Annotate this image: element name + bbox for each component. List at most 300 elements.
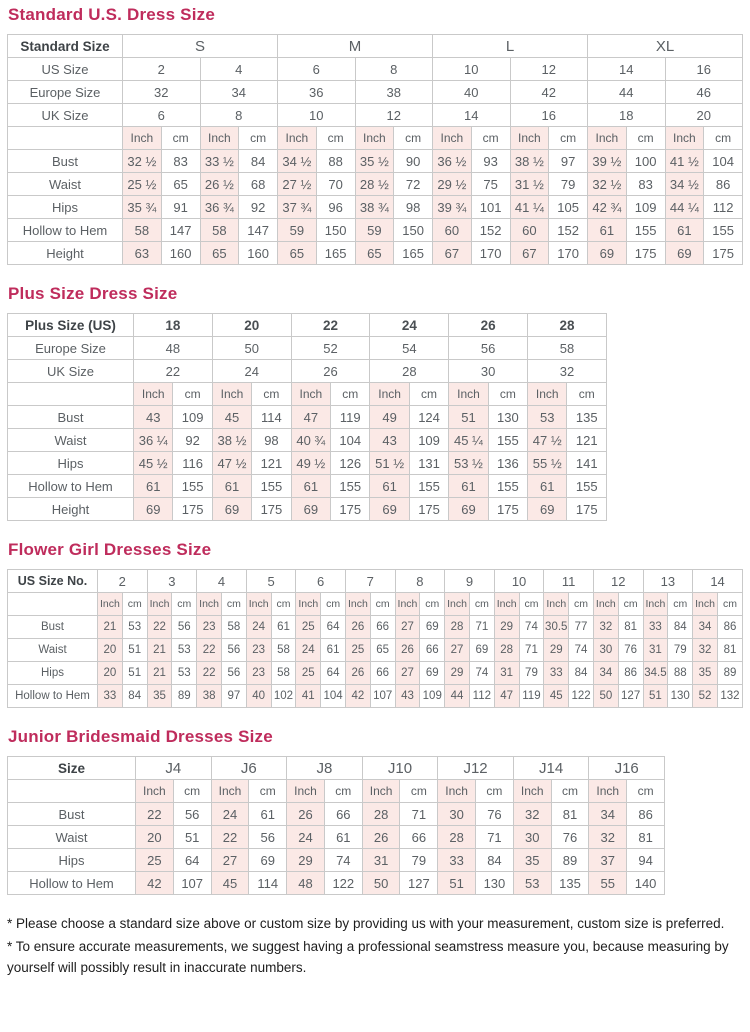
measure-cm-cell: 53	[122, 616, 147, 639]
measure-inch-cell: 31	[362, 849, 400, 872]
unit-cm-header: cm	[221, 593, 246, 616]
measure-inch-cell: 27	[395, 662, 420, 685]
measure-cm-cell: 64	[321, 662, 346, 685]
size-group-cell: J6	[211, 757, 287, 780]
table-row	[8, 127, 743, 150]
measure-inch-cell: 34	[589, 803, 627, 826]
flower-girl-dresses-size-table-section	[7, 540, 743, 708]
measure-inch-cell: 36 ½	[433, 150, 472, 173]
measure-inch-cell: 45 ½	[134, 452, 173, 475]
measure-inch-cell: 38 ½	[212, 429, 251, 452]
measure-cm-cell: 84	[239, 150, 278, 173]
measure-cm-cell: 165	[316, 242, 355, 265]
measure-inch-cell: 26	[345, 662, 370, 685]
table-row	[8, 662, 743, 685]
measure-inch-cell: 29	[494, 616, 519, 639]
measure-inch-cell: 35	[513, 849, 551, 872]
size-group-cell: 6	[296, 570, 346, 593]
measure-cm-cell: 104	[321, 685, 346, 708]
measure-cm-cell: 86	[717, 616, 742, 639]
unit-cm-header: cm	[569, 593, 594, 616]
table-row	[8, 383, 607, 406]
measure-cm-cell: 69	[249, 849, 287, 872]
size-cell: 12	[355, 104, 433, 127]
measure-inch-cell: 49 ½	[291, 452, 330, 475]
measure-inch-cell: 61	[588, 219, 627, 242]
measure-inch-cell: 47 ½	[528, 429, 567, 452]
measure-cm-cell: 131	[409, 452, 448, 475]
measure-inch-cell: 25	[296, 616, 321, 639]
measure-cm-cell: 109	[173, 406, 212, 429]
measure-inch-cell: 51	[643, 685, 668, 708]
measure-inch-cell: 20	[98, 639, 123, 662]
measure-cm-cell: 155	[331, 475, 370, 498]
row-label: Hollow to Hem	[8, 475, 134, 498]
measure-inch-cell: 40	[246, 685, 271, 708]
table-row	[8, 685, 743, 708]
row-label: Bust	[8, 406, 134, 429]
measure-cm-cell: 100	[626, 150, 665, 173]
table-corner-label: Plus Size (US)	[8, 314, 134, 337]
measure-cm-cell: 71	[469, 616, 494, 639]
size-cell: 10	[278, 104, 356, 127]
unit-cm-header: cm	[420, 593, 445, 616]
size-cell: 4	[200, 58, 278, 81]
unit-inch-header: Inch	[528, 383, 567, 406]
measure-cm-cell: 175	[331, 498, 370, 521]
measure-cm-cell: 97	[221, 685, 246, 708]
measure-cm-cell: 72	[394, 173, 433, 196]
size-charts	[7, 5, 743, 895]
measure-inch-cell: 30	[513, 826, 551, 849]
measure-inch-cell: 67	[510, 242, 549, 265]
measure-inch-cell: 44	[445, 685, 470, 708]
measure-inch-cell: 58	[123, 219, 162, 242]
measure-inch-cell: 55 ½	[528, 452, 567, 475]
size-group-cell: 8	[395, 570, 445, 593]
measure-inch-cell: 26 ½	[200, 173, 239, 196]
measure-cm-cell: 114	[252, 406, 291, 429]
measure-inch-cell: 69	[134, 498, 173, 521]
measure-cm-cell: 69	[420, 662, 445, 685]
measure-inch-cell: 60	[510, 219, 549, 242]
table-corner-label: Size	[8, 757, 136, 780]
measure-inch-cell: 36 ¾	[200, 196, 239, 219]
measure-cm-cell: 170	[471, 242, 510, 265]
size-cell: 6	[278, 58, 356, 81]
measure-inch-cell: 69	[528, 498, 567, 521]
unit-cm-header: cm	[626, 127, 665, 150]
table-row	[8, 639, 743, 662]
measure-inch-cell: 51	[449, 406, 488, 429]
table-row	[8, 593, 743, 616]
measure-inch-cell: 22	[197, 639, 222, 662]
measure-cm-cell: 51	[173, 826, 211, 849]
row-label: Height	[8, 242, 123, 265]
junior-bridesmaid-dresses-size-table-section	[7, 727, 743, 895]
table-row	[8, 803, 665, 826]
size-group-cell: 13	[643, 570, 693, 593]
size-group-cell: 24	[370, 314, 449, 337]
measure-cm-cell: 96	[316, 196, 355, 219]
size-group-cell: 12	[593, 570, 643, 593]
row-label: Hips	[8, 196, 123, 219]
measure-cm-cell: 98	[394, 196, 433, 219]
measure-inch-cell: 41	[296, 685, 321, 708]
measure-cm-cell: 155	[488, 429, 527, 452]
measure-cm-cell: 165	[394, 242, 433, 265]
unit-inch-header: Inch	[433, 127, 472, 150]
measure-cm-cell: 75	[471, 173, 510, 196]
measure-cm-cell: 147	[239, 219, 278, 242]
measure-cm-cell: 104	[331, 429, 370, 452]
section-title: Plus Size Dress Size	[8, 284, 178, 303]
measure-inch-cell: 24	[211, 803, 249, 826]
size-cell: 10	[433, 58, 511, 81]
measure-inch-cell: 53 ½	[449, 452, 488, 475]
measure-inch-cell: 45 ¼	[449, 429, 488, 452]
measure-cm-cell: 70	[316, 173, 355, 196]
table-corner-label: US Size No.	[8, 570, 98, 593]
unit-inch-header: Inch	[246, 593, 271, 616]
size-cell: 14	[588, 58, 666, 81]
measure-inch-cell: 29	[287, 849, 325, 872]
measure-cm-cell: 79	[400, 849, 438, 872]
measure-inch-cell: 37 ¾	[278, 196, 317, 219]
size-group-cell: 18	[134, 314, 213, 337]
table-row	[8, 498, 607, 521]
unit-inch-header: Inch	[345, 593, 370, 616]
size-cell: 42	[510, 81, 588, 104]
measure-cm-cell: 53	[172, 639, 197, 662]
footnote-custom-size: * Please choose a standard size above or custom size by providing us with your measurement, custom size is preferred.	[7, 916, 725, 931]
measure-cm-cell: 121	[567, 429, 607, 452]
row-label: Waist	[8, 826, 136, 849]
measure-cm-cell: 79	[668, 639, 693, 662]
measure-cm-cell: 89	[551, 849, 589, 872]
measure-cm-cell: 121	[252, 452, 291, 475]
size-cell: 46	[665, 81, 743, 104]
size-group-cell: 4	[197, 570, 247, 593]
measure-cm-cell: 66	[370, 662, 395, 685]
size-cell: 34	[200, 81, 278, 104]
measure-inch-cell: 26	[287, 803, 325, 826]
unit-cm-header: cm	[394, 127, 433, 150]
measure-cm-cell: 130	[488, 406, 527, 429]
measure-cm-cell: 61	[271, 616, 296, 639]
unit-cm-header: cm	[271, 593, 296, 616]
table-row	[8, 616, 743, 639]
measure-cm-cell: 175	[567, 498, 607, 521]
table-row	[8, 826, 665, 849]
unit-inch-header: Inch	[643, 593, 668, 616]
measure-cm-cell: 88	[668, 662, 693, 685]
table-row	[8, 150, 743, 173]
size-group-cell: 2	[98, 570, 148, 593]
measure-inch-cell: 61	[212, 475, 251, 498]
unit-inch-header: Inch	[449, 383, 488, 406]
measure-inch-cell: 34	[693, 616, 718, 639]
measure-inch-cell: 31 ½	[510, 173, 549, 196]
measure-cm-cell: 135	[567, 406, 607, 429]
measure-cm-cell: 77	[569, 616, 594, 639]
table-row	[8, 242, 743, 265]
unit-cm-header: cm	[370, 593, 395, 616]
row-label: Hollow to Hem	[8, 219, 123, 242]
measure-cm-cell: 155	[409, 475, 448, 498]
measure-cm-cell: 155	[626, 219, 665, 242]
measure-inch-cell: 47 ½	[212, 452, 251, 475]
measure-inch-cell: 45	[211, 872, 249, 895]
measure-inch-cell: 40 ¾	[291, 429, 330, 452]
unit-inch-header: Inch	[693, 593, 718, 616]
measure-cm-cell: 66	[400, 826, 438, 849]
row-label	[8, 780, 136, 803]
measure-inch-cell: 34 ½	[278, 150, 317, 173]
table-corner-label: Standard Size	[8, 35, 123, 58]
measure-inch-cell: 59	[355, 219, 394, 242]
measure-inch-cell: 30	[438, 803, 476, 826]
size-group-cell: J4	[136, 757, 212, 780]
size-cell: 8	[200, 104, 278, 127]
measure-cm-cell: 104	[704, 150, 743, 173]
measure-cm-cell: 86	[618, 662, 643, 685]
measure-cm-cell: 65	[370, 639, 395, 662]
measure-inch-cell: 23	[197, 616, 222, 639]
measure-inch-cell: 25	[136, 849, 174, 872]
measure-cm-cell: 79	[519, 662, 544, 685]
table-row	[8, 104, 743, 127]
measure-cm-cell: 53	[172, 662, 197, 685]
size-cell: 38	[355, 81, 433, 104]
measure-inch-cell: 42 ¾	[588, 196, 627, 219]
measure-inch-cell: 39 ½	[588, 150, 627, 173]
standard-us-dress-size-table-section	[7, 5, 743, 265]
measure-inch-cell: 61	[134, 475, 173, 498]
measure-inch-cell: 52	[693, 685, 718, 708]
measure-cm-cell: 61	[321, 639, 346, 662]
measure-cm-cell: 98	[252, 429, 291, 452]
unit-cm-header: cm	[331, 383, 370, 406]
measure-cm-cell: 112	[469, 685, 494, 708]
measure-inch-cell: 21	[147, 639, 172, 662]
measure-cm-cell: 86	[704, 173, 743, 196]
size-cell: 18	[588, 104, 666, 127]
measure-inch-cell: 42	[136, 872, 174, 895]
size-cell: 26	[291, 360, 370, 383]
measure-inch-cell: 47	[291, 406, 330, 429]
measure-inch-cell: 31	[494, 662, 519, 685]
measure-cm-cell: 83	[161, 150, 200, 173]
measure-inch-cell: 43	[370, 429, 409, 452]
table-row	[8, 757, 665, 780]
measure-cm-cell: 136	[488, 452, 527, 475]
flower-girl-dresses-size-table	[7, 569, 743, 708]
measure-cm-cell: 160	[161, 242, 200, 265]
measure-cm-cell: 116	[173, 452, 212, 475]
measure-inch-cell: 45	[544, 685, 569, 708]
measure-inch-cell: 59	[278, 219, 317, 242]
measure-inch-cell: 67	[433, 242, 472, 265]
measure-cm-cell: 114	[249, 872, 287, 895]
size-group-cell: 22	[291, 314, 370, 337]
size-group-cell: 9	[445, 570, 495, 593]
unit-inch-header: Inch	[355, 127, 394, 150]
measure-inch-cell: 29 ½	[433, 173, 472, 196]
measure-inch-cell: 58	[200, 219, 239, 242]
measure-inch-cell: 31	[643, 639, 668, 662]
measure-cm-cell: 81	[717, 639, 742, 662]
measure-inch-cell: 33	[544, 662, 569, 685]
measure-cm-cell: 71	[400, 803, 438, 826]
measure-cm-cell: 64	[173, 849, 211, 872]
size-cell: 6	[123, 104, 201, 127]
measure-inch-cell: 34	[593, 662, 618, 685]
measure-cm-cell: 51	[122, 662, 147, 685]
measure-inch-cell: 65	[200, 242, 239, 265]
unit-inch-header: Inch	[510, 127, 549, 150]
measure-cm-cell: 66	[324, 803, 362, 826]
unit-inch-header: Inch	[438, 780, 476, 803]
measure-cm-cell: 74	[519, 616, 544, 639]
measure-cm-cell: 175	[252, 498, 291, 521]
row-label: Europe Size	[8, 81, 123, 104]
measure-inch-cell: 61	[291, 475, 330, 498]
measure-inch-cell: 39 ¾	[433, 196, 472, 219]
size-cell: 24	[212, 360, 291, 383]
size-group-cell: J12	[438, 757, 514, 780]
row-label: Waist	[8, 173, 123, 196]
size-cell: 2	[123, 58, 201, 81]
measure-cm-cell: 74	[324, 849, 362, 872]
table-row	[8, 849, 665, 872]
measure-cm-cell: 79	[549, 173, 588, 196]
unit-cm-header: cm	[249, 780, 287, 803]
measure-cm-cell: 66	[420, 639, 445, 662]
measure-cm-cell: 51	[122, 639, 147, 662]
unit-inch-header: Inch	[212, 383, 251, 406]
measure-inch-cell: 42	[345, 685, 370, 708]
unit-inch-header: Inch	[593, 593, 618, 616]
row-label: Hips	[8, 452, 134, 475]
unit-cm-header: cm	[321, 593, 346, 616]
row-label	[8, 383, 134, 406]
unit-inch-header: Inch	[665, 127, 704, 150]
measure-cm-cell: 89	[717, 662, 742, 685]
table-row	[8, 219, 743, 242]
measure-cm-cell: 74	[569, 639, 594, 662]
measure-cm-cell: 56	[221, 662, 246, 685]
plus-size-dress-size-table	[7, 313, 607, 521]
measure-inch-cell: 26	[345, 616, 370, 639]
measure-cm-cell: 81	[627, 826, 665, 849]
size-cell: 52	[291, 337, 370, 360]
measure-inch-cell: 26	[395, 639, 420, 662]
measure-inch-cell: 32	[513, 803, 551, 826]
size-group-cell: S	[123, 35, 278, 58]
unit-inch-header: Inch	[134, 383, 173, 406]
measure-cm-cell: 71	[519, 639, 544, 662]
measure-inch-cell: 61	[528, 475, 567, 498]
measure-inch-cell: 61	[665, 219, 704, 242]
unit-cm-header: cm	[469, 593, 494, 616]
row-label: Europe Size	[8, 337, 134, 360]
unit-inch-header: Inch	[395, 593, 420, 616]
measure-cm-cell: 147	[161, 219, 200, 242]
row-label: Bust	[8, 616, 98, 639]
measure-inch-cell: 22	[197, 662, 222, 685]
measure-cm-cell: 152	[549, 219, 588, 242]
measure-cm-cell: 105	[549, 196, 588, 219]
unit-cm-header: cm	[488, 383, 527, 406]
measure-cm-cell: 83	[626, 173, 665, 196]
measure-cm-cell: 132	[717, 685, 742, 708]
size-cell: 54	[370, 337, 449, 360]
measure-cm-cell: 112	[704, 196, 743, 219]
measure-inch-cell: 69	[588, 242, 627, 265]
unit-cm-header: cm	[551, 780, 589, 803]
unit-inch-header: Inch	[370, 383, 409, 406]
unit-cm-header: cm	[476, 780, 514, 803]
unit-cm-header: cm	[704, 127, 743, 150]
unit-cm-header: cm	[549, 127, 588, 150]
measure-cm-cell: 170	[549, 242, 588, 265]
measure-inch-cell: 38	[197, 685, 222, 708]
measure-cm-cell: 150	[394, 219, 433, 242]
measure-cm-cell: 130	[668, 685, 693, 708]
table-row	[8, 58, 743, 81]
measure-inch-cell: 37	[589, 849, 627, 872]
measure-cm-cell: 56	[173, 803, 211, 826]
size-cell: 16	[665, 58, 743, 81]
measure-inch-cell: 28 ½	[355, 173, 394, 196]
measure-inch-cell: 32	[589, 826, 627, 849]
measure-inch-cell: 61	[370, 475, 409, 498]
size-group-cell: J14	[513, 757, 589, 780]
table-row	[8, 196, 743, 219]
size-cell: 40	[433, 81, 511, 104]
row-label: Hips	[8, 662, 98, 685]
size-cell: 58	[528, 337, 607, 360]
measure-cm-cell: 155	[252, 475, 291, 498]
measure-cm-cell: 84	[668, 616, 693, 639]
measure-inch-cell: 45	[212, 406, 251, 429]
unit-inch-header: Inch	[362, 780, 400, 803]
footnotes	[7, 914, 743, 979]
unit-cm-header: cm	[400, 780, 438, 803]
unit-inch-header: Inch	[296, 593, 321, 616]
table-row	[8, 780, 665, 803]
size-cell: 32	[528, 360, 607, 383]
measure-inch-cell: 32 ½	[588, 173, 627, 196]
size-cell: 22	[134, 360, 213, 383]
measure-inch-cell: 20	[98, 662, 123, 685]
measure-cm-cell: 122	[324, 872, 362, 895]
unit-inch-header: Inch	[291, 383, 330, 406]
unit-cm-header: cm	[239, 127, 278, 150]
unit-inch-header: Inch	[211, 780, 249, 803]
measure-cm-cell: 126	[331, 452, 370, 475]
measure-cm-cell: 61	[324, 826, 362, 849]
measure-inch-cell: 24	[246, 616, 271, 639]
size-group-cell: 3	[147, 570, 197, 593]
measure-cm-cell: 86	[627, 803, 665, 826]
measure-cm-cell: 88	[316, 150, 355, 173]
measure-cm-cell: 66	[370, 616, 395, 639]
row-label: US Size	[8, 58, 123, 81]
row-label: Height	[8, 498, 134, 521]
row-label: UK Size	[8, 104, 123, 127]
